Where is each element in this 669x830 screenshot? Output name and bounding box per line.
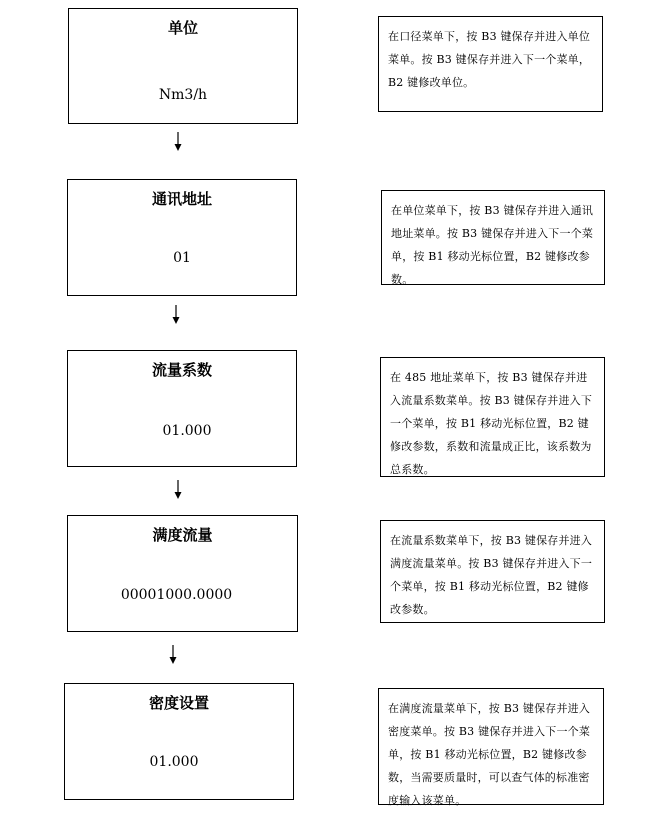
menu-value: 00001000.0000 — [120, 587, 233, 603]
menu-box-flow-coefficient — [67, 350, 297, 467]
description-box-comm-address — [381, 190, 605, 285]
menu-title: 通讯地址 — [151, 190, 212, 208]
menu-box-unit — [68, 8, 298, 124]
description-text: 在流量系数菜单下，按 B3 键保存并进入满度流量菜单。按 B3 键保存并进入下一个菜单，按 B1 移动光标位置，B2 键修改参数。 — [390, 534, 593, 616]
down-arrow-icon — [173, 132, 183, 152]
description-box-full-scale-flow — [380, 520, 605, 623]
description-box-unit — [378, 16, 603, 112]
down-arrow-icon — [173, 480, 183, 500]
down-arrow-icon — [168, 645, 178, 665]
menu-box-density-setting — [64, 683, 294, 800]
description-text: 在单位菜单下，按 B3 键保存并进入通讯地址菜单。按 B3 键保存并进入下一个菜单，按 B1 移动光标位置，B2 键修改参数。 — [391, 204, 594, 286]
menu-value: 01 — [173, 250, 191, 266]
description-text: 在 485 地址菜单下，按 B3 键保存并进入流量系数菜单。按 B3 键保存并进入下一个菜单，按 B1 移动光标位置，B2 键修改参数，系数和流量成正比，该系数为总系数。 — [390, 371, 593, 476]
description-box-flow-coefficient — [380, 357, 605, 477]
menu-title: 密度设置 — [148, 694, 209, 712]
menu-value: 01.000 — [162, 423, 212, 439]
description-box-density-setting — [378, 688, 604, 805]
menu-box-comm-address — [67, 179, 297, 296]
menu-title: 单位 — [167, 19, 198, 37]
menu-value: 01.000 — [149, 754, 199, 770]
menu-title: 满度流量 — [152, 526, 213, 544]
description-text: 在口径菜单下，按 B3 键保存并进入单位菜单。按 B3 键保存并进入下一个菜单，B2 键修改单位。 — [388, 30, 591, 89]
menu-title: 流量系数 — [151, 361, 212, 379]
menu-value: Nm3/h — [158, 87, 208, 103]
description-text: 在满度流量菜单下，按 B3 键保存并进入密度菜单。按 B3 键保存并进入下一个菜单，按 B1 移动光标位置，B2 键修改参数，当需要质量时，可以查气体的标准密度输入该菜单。 — [388, 702, 591, 807]
menu-box-full-scale-flow — [67, 515, 298, 632]
down-arrow-icon — [171, 305, 181, 325]
